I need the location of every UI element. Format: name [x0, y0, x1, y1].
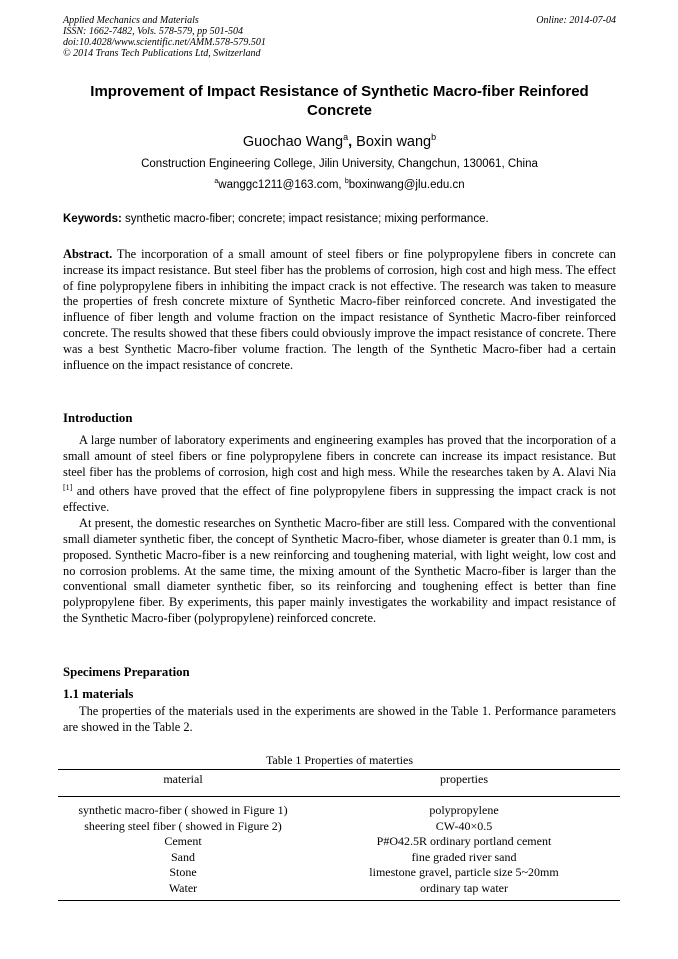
author-1-sup: a: [343, 132, 349, 142]
table-row: [58, 834, 620, 850]
author-2-sup: b: [431, 132, 437, 142]
cell-properties: ordinary tap water: [420, 880, 508, 895]
introduction-body: [63, 433, 616, 627]
abstract: [63, 247, 616, 373]
table-header-row: [58, 770, 620, 797]
cell-properties: polypropylene: [429, 803, 499, 817]
issn-line: ISSN: 1662-7482, Vols. 578-579, pp 501-504: [63, 26, 243, 37]
email-1-sup: a: [214, 178, 219, 185]
affiliation: Construction Engineering College, Jilin University, Changchun, 130061, China: [141, 158, 538, 170]
cell-material: Water: [168, 880, 198, 895]
keywords-text: synthetic macro-fiber; concrete; impact resistance; mixing performance.: [121, 213, 489, 225]
materials-paragraph: The properties of the materials used in the experiments are showed in the Table 1. Performance parameters are showed in the Table 2.: [63, 704, 616, 734]
table-row: [58, 803, 620, 819]
author-1: Guochao Wang: [242, 133, 344, 150]
table-row: [58, 865, 620, 881]
cell-properties: fine graded river sand: [411, 849, 517, 864]
intro-p1-before: A large number of laboratory experiments and engineering examples has proved that the incorporation of a small amount of steel fibers or fine polypropylene fibers in concrete can increase its impact resistance. But steel fiber has the problems of corrosion, high cost and high mess. While the researches taken by A. Alavi Nia: [63, 433, 616, 479]
table-1: [58, 769, 620, 901]
keywords-label: Keywords:: [63, 213, 122, 225]
author-2: Boxin wang: [356, 133, 432, 150]
table-body: [58, 797, 620, 900]
table-row: [58, 881, 620, 897]
email-2-sup: b: [344, 178, 349, 185]
citation-ref: [1]: [63, 483, 73, 493]
table-row: [58, 850, 620, 866]
cell-properties: limestone gravel, particle size 5~20mm: [369, 865, 559, 880]
journal-header: [63, 15, 616, 59]
cell-material: synthetic macro-fiber ( showed in Figure 1): [78, 803, 288, 817]
materials-body: [63, 704, 616, 736]
email-1: wanggc1211@163.com,: [218, 178, 345, 191]
cell-material: Cement: [164, 834, 202, 849]
cell-properties: CW-40×0.5: [435, 818, 493, 833]
table-row: [58, 819, 620, 835]
doi-line: doi:10.4028/www.scientific.net/AMM.578-579.501: [63, 37, 266, 48]
author-line: [63, 132, 616, 150]
introduction-paragraph-2: At present, the domestic researches on Synthetic Macro-fiber are still less. Compared with the conventional small diameter synthetic fiber, the concept of Synthetic Macro-fiber, whose diameter is greater than 0.1 mm, is proposed. Synthetic Macro-fiber is a new reinforcing and toughening material, with light weight, low cost and no corrosion problems. At the same time, the mixing amount of the Synthetic Macro-fiber is larger than the conventional small diameter synthetic fiber, so its reinforcing and toughening effect is better than fine polypropylene fiber. By experiments, this paper mainly investigates the workability and impact resistance of the Synthetic Macro-fiber (polypropylene) reinforced concrete.: [63, 516, 616, 625]
abstract-text: The incorporation of a small amount of steel fibers or fine polypropylene fibers in concrete can increase its impact resistance. But steel fiber has the problems of corrosion, high cost and high mess. The effect of fine polypropylene fibers in inhibiting the impact crack is not effective. The research was taken to measure the properties of fresh concrete mixture of Synthetic Macro-fiber reinforced concrete. And investigated the influence of fiber length and volume fraction on the impact resistance of Synthetic Macro-fiber reinforced concrete. The results showed that these fibers could obviously improve the impact resistance of concrete. There was a best Synthetic Macro-fiber volume fraction. The length of the Synthetic Macro-fiber had a certain influence on the impact resistance of concrete.: [63, 247, 616, 372]
journal-name: Applied Mechanics and Materials: [63, 15, 199, 26]
specimens-heading: Specimens Preparation: [63, 665, 190, 679]
abstract-label: Abstract.: [63, 247, 113, 261]
cell-properties: P#O42.5R ordinary portland cement: [376, 834, 552, 849]
cell-material: Sand: [171, 849, 195, 864]
table-1-caption: Table 1 Properties of materties: [265, 753, 414, 767]
cell-material: sheering steel fiber ( showed in Figure 2): [84, 818, 282, 833]
copyright-line: © 2014 Trans Tech Publications Ltd, Switzerland: [63, 48, 261, 59]
email-line: [63, 178, 616, 191]
intro-p1-after: and others have proved that the effect of fine polypropylene fibers in suppressing the impact crack is not effective.: [63, 484, 616, 515]
materials-subheading: 1.1 materials: [63, 687, 134, 701]
introduction-paragraph-1: [63, 433, 616, 516]
paper-title: Improvement of Impact Resistance of Synthetic Macro-fiber Reinfored Concrete: [90, 83, 589, 119]
online-date: Online: 2014-07-04: [536, 15, 616, 26]
header-properties: properties: [440, 772, 488, 786]
cell-material: Stone: [169, 865, 197, 880]
introduction-heading: Introduction: [63, 411, 133, 425]
author-separator: ,: [348, 133, 357, 150]
email-2: boxinwang@jlu.edu.cn: [348, 178, 465, 191]
header-material: material: [163, 772, 203, 786]
keywords: [63, 213, 616, 225]
